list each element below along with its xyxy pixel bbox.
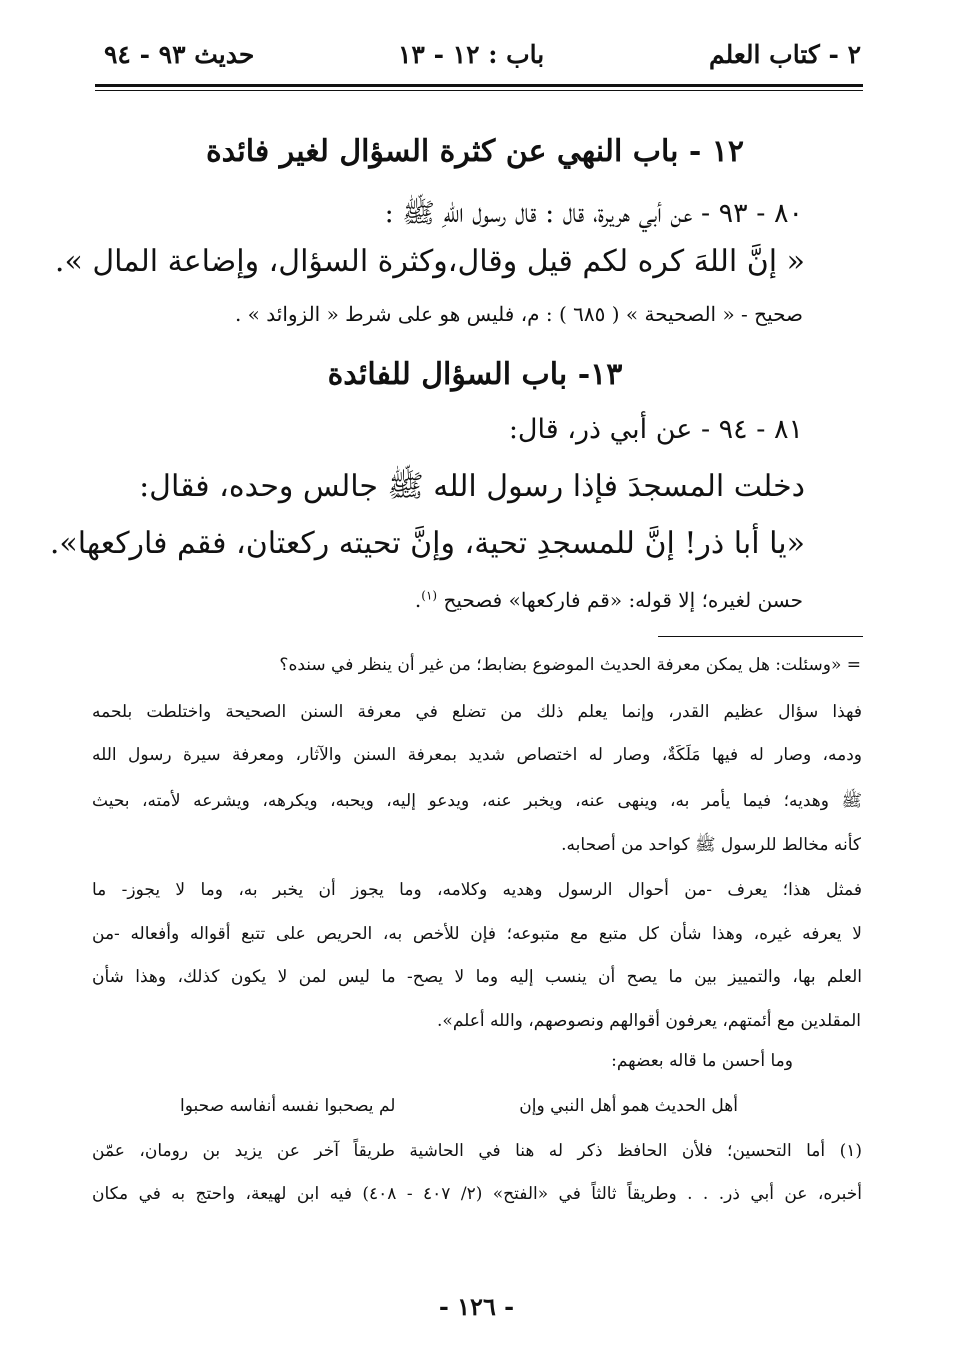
hadith-94-matn-line-1: دخلت المسجدَ فإذا رسول الله ﷺ جالس وحده، فقال: [139, 469, 805, 504]
header-book-title: ٢ - كتاب العلم [708, 40, 861, 69]
hadith-94-matn-line-2: «يا أبا ذر! إنَّ للمسجدِ تحية، وإنَّ تحيته ركعتان، فقم فاركعها». [49, 526, 805, 561]
hadith-94-isnad: ٨١ - ٩٤ - عن أبي ذر، قال: [508, 414, 803, 445]
footnote-ref-1: (١) [421, 588, 438, 603]
footnote-line: فمثل هذا؛ يعرف -من أحوال الرسول وهديه وكلامه، وما يجوز أن يخبر به، وما لا يجوز- ما [92, 880, 862, 900]
hadith-93-matn: « إنَّ اللهَ كره لكم قيل وقال،وكثرة السؤال، وإضاعة المال ». [54, 244, 805, 279]
header-chapter-range: باب : ١٢ - ١٣ [398, 40, 545, 69]
hadith-94-grade: حسن لغيره؛ إلا قوله: «قم فاركعها» فصحيح $^{(١)}$. [414, 588, 803, 612]
footnote-line: كأنه مخالط للرسول ﷺ كواحد من أصحابه. [561, 835, 861, 855]
footnote-line: = «وسئلت: هل يمكن معرفة الحديث الموضوع بضابط؛ من غير أن ينظر في سنده؟ [279, 655, 861, 675]
footnote-line: المقلدين مع أئمتهم، يعرفون أقوالهم ونصوصهم، والله أعلم». [437, 1011, 861, 1031]
footnote-line: ﷺ وهديه؛ فيما يأمر به، وينهى عنه، ويخبر عنه، ويدعو إليه، ويحبه، ويكرهه، ويشرعه لأمته، بحيث [92, 791, 862, 811]
footnote-1-line: (١) أما التحسين؛ فلأن الحافظ ذكر له هنا في الحاشية طريقاً آخر عن يزيد بن رومان، عمّن [92, 1141, 862, 1161]
header-rule-thick [95, 84, 863, 87]
footnote-line: لا يعرفه غيره، وهذا شأن كل متبع مع متبوعه؛ فإن للأخص به، الحريص على تتبع أقواله وأفعاله -من [92, 924, 862, 944]
hadith-93-isnad: ٨٠ - ٩٣ - عن أبي هريرة، قال : قال رسول اللهِ ﷺ : [384, 198, 803, 229]
hadith-94-grade-text: حسن لغيره؛ إلا قوله: «قم فاركعها» فصحيح [443, 588, 803, 612]
header-hadith-range: حديث ٩٣ - ٩٤ [104, 40, 255, 69]
footnote-line: العلم بها، والتمييز بين ما يصح أن ينسب إليه وما لا يصح- ما ليس لمن لا يكون كذلك، وهذا شأن [92, 967, 862, 987]
page-number: - ١٢٦ - [438, 1292, 515, 1321]
footnote-line: ودمه، وصار له فيها مَلَكَةٌ، وصار له اختصاص شديد بمعرفة السنن والآثار، ومعرفة سيرة رسول الله [92, 745, 862, 765]
footnote-line: وما أحسن ما قاله بعضهم: [611, 1051, 793, 1071]
verse-right-hemistich: أهل الحديث همو أهل النبي وإن [519, 1096, 738, 1116]
header-rule-thin [95, 90, 863, 91]
hadith-93-grade: صحيح - « الصحيحة » ( ٦٨٥ ) : م، فليس هو على شرط « الزوائد » . [234, 302, 803, 326]
chapter-12-title: ١٢ - باب النهي عن كثرة السؤال لغير فائدة [205, 134, 745, 169]
footnote-separator [658, 636, 863, 637]
chapter-13-title: ١٣- باب السؤال للفائدة [327, 357, 623, 392]
footnote-1-line: أخبره، عن أبي ذر. . . وطريقاً ثالثاً في «الفتح» (٢/ ٤٠٧ - ٤٠٨) فيه ابن لهيعة، واحتج به في مكان [92, 1184, 862, 1204]
verse-left-hemistich: لم يصحبوا نفسه أنفاسه صحبوا [180, 1096, 396, 1116]
footnote-line: فهذا سؤال عظيم القدر، وإنما يعلم ذلك من تضلع في معرفة السنن الصحيحة واختلطت بلحمه [92, 702, 862, 722]
